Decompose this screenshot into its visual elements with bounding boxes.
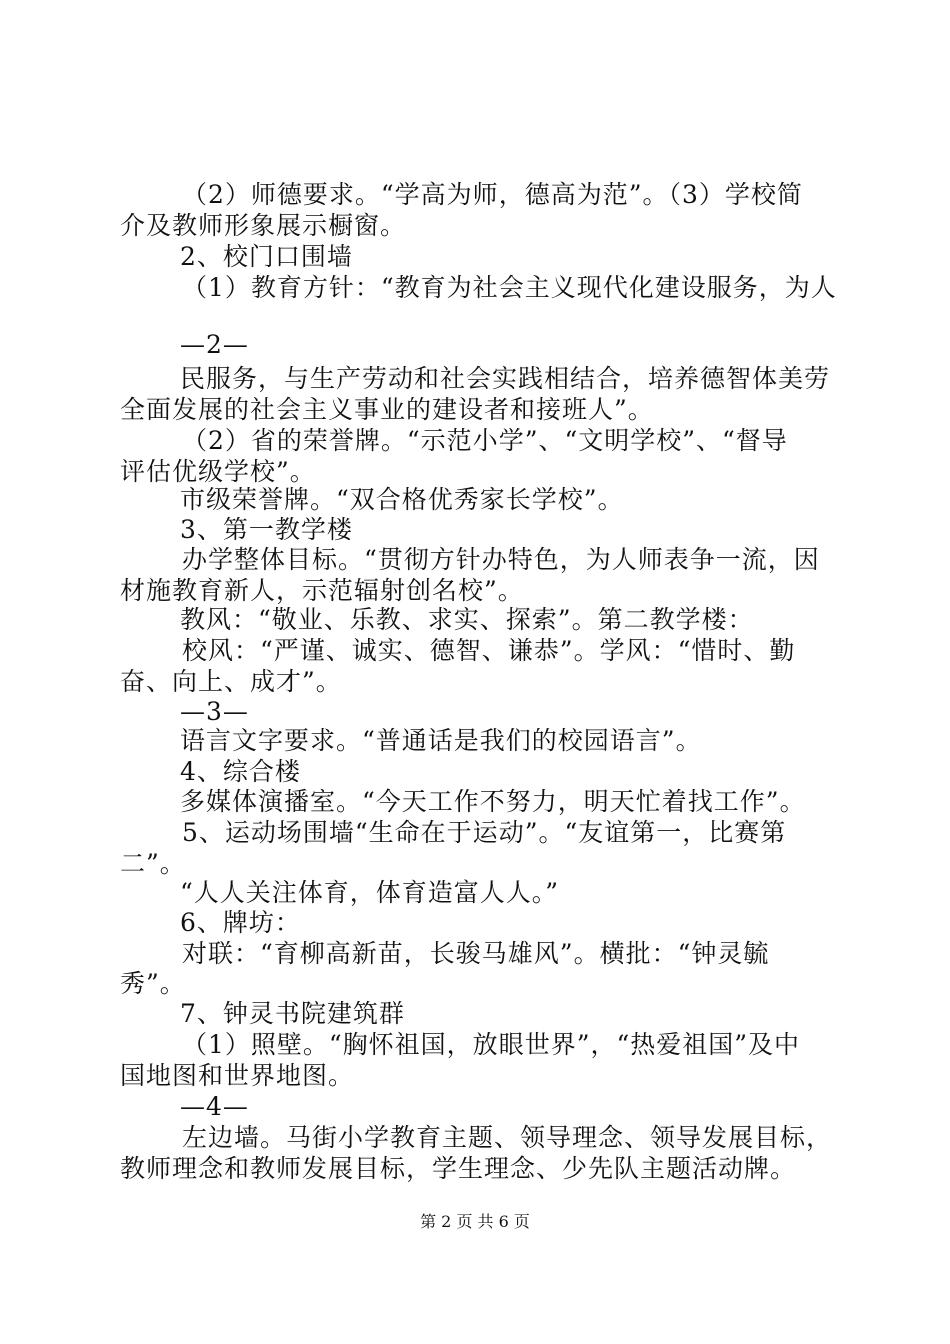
text-line: “人人关注体育，体育造富人人。” (180, 878, 560, 907)
text-line: 左边墙。马街小学教育主题、领导理念、领导发展目标， (182, 1123, 833, 1152)
text-line: 7、钟灵书院建筑群 (180, 999, 405, 1028)
text-line: 评估优级学校”。 (120, 457, 316, 486)
text-line: 5、运动场围墙“生命在于运动”。“友谊第一，比赛第 (182, 818, 787, 847)
text-line: 秀”。 (120, 969, 186, 998)
text-line: 全面发展的社会主义事业的建设者和接班人”。 (120, 395, 654, 424)
text-line: 3、第一教学楼 (180, 515, 353, 544)
text-line: 语言文字要求。“普通话是我们的校园语言”。 (180, 726, 702, 755)
text-line: 教风：“敬业、乐教、求实、探索”。第二教学楼： (180, 605, 754, 634)
text-line: 国地图和世界地图。 (120, 1061, 355, 1090)
text-line: 二”。 (120, 849, 186, 878)
text-line: 教师理念和教师发展目标，学生理念、少先队主题活动牌。 (120, 1154, 797, 1183)
text-line: （2）师德要求。“学高为师，德高为范”。（3）学校简 (182, 180, 803, 209)
page-marker: —3— (180, 697, 249, 726)
text-line: 办学整体目标。“贯彻方针办特色，为人师表争一流，因 (182, 545, 820, 574)
text-line: 多媒体演播室。“今天工作不努力，明天忙着找工作”。 (180, 787, 806, 816)
text-line: 材施教育新人，示范辐射创名校”。 (120, 576, 524, 605)
text-line: 2、校门口围墙 (180, 242, 353, 271)
page-marker: —4— (180, 1092, 249, 1121)
text-line: 民服务，与生产劳动和社会实践相结合，培养德智体美劳 (180, 364, 831, 393)
page-marker: —2— (180, 330, 249, 359)
text-line: 市级荣誉牌。“双合格优秀家长学校”。 (180, 485, 624, 514)
text-line: 奋、向上、成才”。 (120, 667, 342, 696)
page-footer: 第 2 页 共 6 页 (420, 1212, 530, 1231)
text-line: （2）省的荣誉牌。“示范小学”、“文明学校”、“督导 (182, 426, 788, 455)
text-line: （1）教育方针：“教育为社会主义现代化建设服务，为人 (182, 273, 837, 302)
text-line: （1）照壁。“胸怀祖国，放眼世界”，“热爱祖国”及中 (182, 1030, 801, 1059)
text-line: 校风：“严谨、诚实、德智、谦恭”。学风：“惜时、勤 (182, 636, 796, 665)
text-line: 4、综合楼 (180, 757, 301, 786)
text-line: 6、牌坊： (180, 908, 301, 937)
text-line: 介及教师形象展示橱窗。 (120, 211, 407, 240)
text-line: 对联：“育柳高新苗，长骏马雄风”。横批：“钟灵毓 (182, 939, 770, 968)
